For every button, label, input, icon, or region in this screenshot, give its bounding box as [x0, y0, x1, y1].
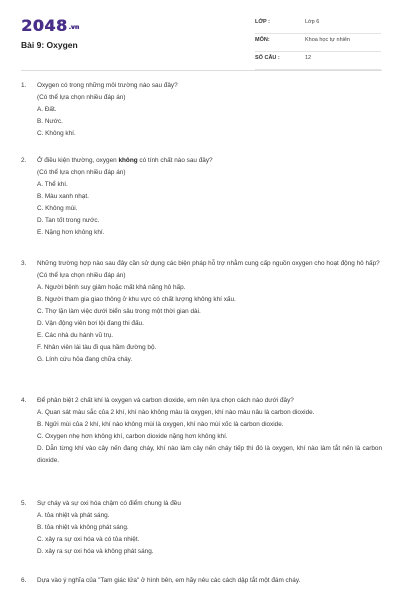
answer-option[interactable]: D. Vận động viên bơi lội đang thi đấu. — [37, 320, 144, 327]
answer-option[interactable]: C. Không khí. — [37, 130, 76, 137]
site-logo[interactable] — [21, 16, 79, 35]
meta-row-subject — [255, 34, 381, 52]
logo-suffix-text: .vn — [68, 24, 79, 31]
question-number: 2. — [21, 157, 27, 164]
question-body — [37, 258, 382, 366]
answer-option[interactable]: B. Nước. — [37, 118, 63, 125]
answer-option[interactable]: A. Người bệnh suy giảm hoặc mất khả năng hô hấp. — [37, 284, 186, 291]
answer-option[interactable]: B. Màu xanh nhạt. — [37, 193, 89, 200]
question-body — [37, 575, 382, 587]
answer-option[interactable]: B. Người tham gia giao thông ở khu vực có chất lượng không khí xấu. — [37, 296, 236, 303]
question-body — [37, 80, 382, 140]
answer-option[interactable]: F. Nhân viên lái tàu đi qua hầm đường bộ. — [37, 344, 157, 351]
question-number: 5. — [21, 500, 27, 507]
question-body — [37, 155, 382, 239]
answer-option[interactable]: E. Các nhà du hành vũ trụ. — [37, 332, 114, 339]
meta-label: MÔN: — [255, 37, 270, 43]
question-number: 1. — [21, 82, 27, 89]
question-text-end: có tính chất nào sau đây? — [137, 157, 213, 164]
answer-option[interactable]: E. Nặng hơn không khí. — [37, 229, 105, 236]
answer-option[interactable]: G. Lính cứu hỏa đang chữa cháy. — [37, 356, 133, 363]
header-divider — [21, 70, 382, 71]
question-text-emphasis: không — [118, 157, 138, 164]
meta-label: SỐ CÂU : — [255, 55, 280, 61]
answer-option[interactable]: B. Ngửi mùi của 2 khí, khí nào không mùi là oxygen, khí nào mùi xốc là carbon dioxide. — [37, 421, 284, 428]
meta-value: Khoa học tự nhiên — [305, 37, 350, 43]
question-text: Sự cháy và sự oxi hóa chậm có điểm chung là đều — [37, 500, 181, 507]
answer-option[interactable]: A. Quan sát màu sắc của 2 khí, khí nào không màu là oxygen, khí nào màu nâu là carbon dioxide. — [37, 409, 315, 416]
answer-option[interactable]: D. Tan tốt trong nước. — [37, 217, 100, 224]
meta-table — [255, 16, 381, 70]
question-text — [37, 155, 382, 167]
meta-value: Lớp 6 — [305, 19, 320, 25]
answer-option[interactable]: C. Không mùi. — [37, 205, 78, 212]
question-note: (Có thể lựa chọn nhiều đáp án) — [37, 169, 126, 176]
meta-row-question-count — [255, 52, 381, 70]
meta-label: LỚP : — [255, 19, 270, 25]
question-text-start: Ở điều kiện thường, oxygen — [37, 157, 119, 164]
answer-option[interactable]: A. Thể khí. — [37, 181, 68, 188]
question-body — [37, 395, 382, 467]
page-title: Bài 9: Oxygen — [21, 40, 78, 50]
question-text: Để phân biệt 2 chất khí là oxygen và carbon dioxide, em nên lựa chọn cách nào dưới đây? — [37, 397, 294, 404]
answer-option[interactable]: B. tỏa nhiệt và không phát sáng. — [37, 524, 129, 531]
question-note: (Có thể lựa chọn nhiều đáp án) — [37, 94, 126, 101]
answer-option[interactable]: A. tỏa nhiệt và phát sáng. — [37, 512, 110, 519]
question-body — [37, 498, 382, 558]
meta-value: 12 — [305, 55, 312, 61]
answer-option[interactable]: C. Oxygen nhẹ hơn không khí, carbon dioxide nặng hơn không khí. — [37, 433, 228, 440]
question-note: (Có thể lựa chọn nhiều đáp án) — [37, 272, 126, 279]
question-text: Dựa vào ý nghĩa của "Tam giác lửa" ở hình bên, em hãy nêu các cách dập tắt một đám cháy. — [37, 577, 301, 584]
answer-option[interactable]: C. Thợ lặn làm việc dưới biển sâu trong một thời gian dài. — [37, 308, 201, 315]
question-number: 6. — [21, 577, 27, 584]
logo-main-text: 2048 — [21, 16, 68, 35]
question-number: 3. — [21, 260, 27, 267]
answer-option[interactable]: A. Đất. — [37, 106, 57, 113]
answer-option[interactable]: D. Dẫn từng khí vào cây nến đang cháy, khí nào làm cây nến cháy tiếp thì đó là oxygen, khí nào làm tắt nến là carbon dioxide. — [37, 445, 382, 464]
question-number: 4. — [21, 397, 27, 404]
question-text: Oxygen có trong những môi trường nào sau đây? — [37, 82, 178, 89]
answer-option[interactable]: C. xảy ra sự oxi hóa và có tỏa nhiệt. — [37, 536, 140, 543]
answer-option[interactable]: D. xảy ra sự oxi hóa và không phát sáng. — [37, 548, 154, 555]
worksheet-header — [21, 16, 381, 66]
meta-row-grade — [255, 16, 381, 34]
question-text: Những trường hợp nào sau đây cần sử dụng các biện pháp hỗ trợ nhằm cung cấp nguồn oxygen cho hoạt động hô hấp? — [37, 260, 380, 267]
